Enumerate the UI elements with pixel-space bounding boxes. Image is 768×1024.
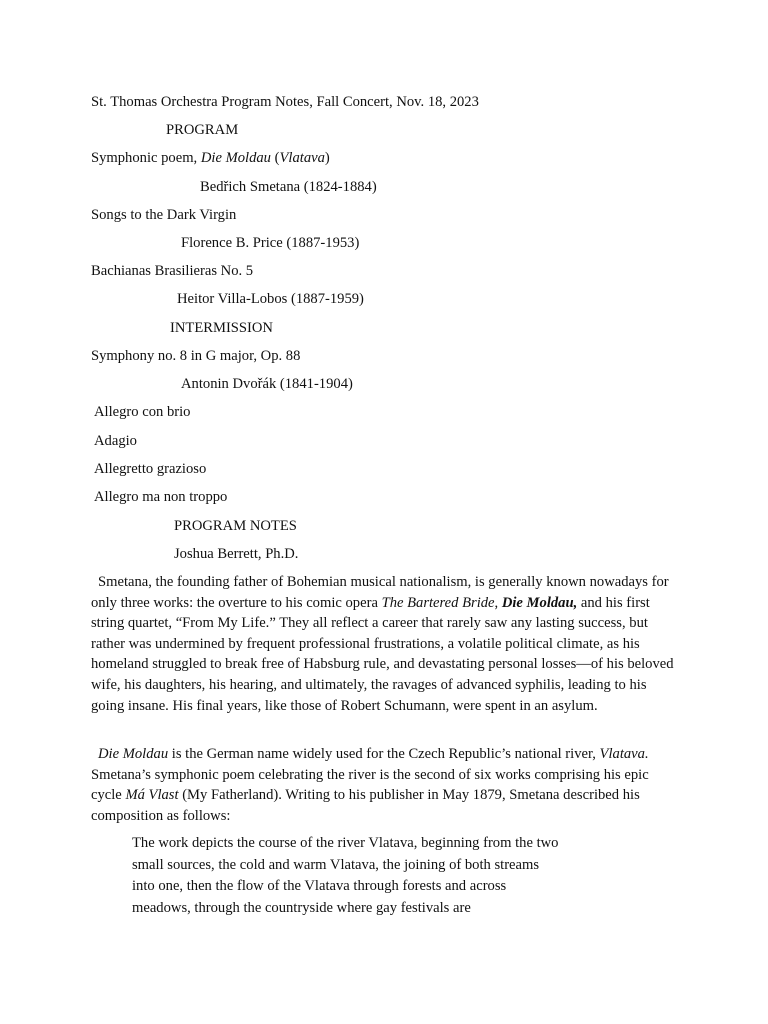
program-composer-3: Heitor Villa-Lobos (1887-1959): [177, 291, 364, 307]
program-work-2: Songs to the Dark Virgin: [91, 207, 237, 223]
program-work-4: Symphony no. 8 in G major, Op. 88: [91, 348, 301, 364]
program-work-3: Bachianas Brasilieras No. 5: [91, 263, 254, 279]
movement-2: Adagio: [94, 433, 137, 449]
program-composer-4: Antonin Dvořák (1841-1904): [181, 376, 353, 392]
notes-paragraph-2: Die Moldau is the German name widely used for the Czech Republic’s national river, Vlatava. Smetana’s symphonic poem celebrating the river is the second of six works comprising his epic cycle Má Vlast (My Fatherland). Writing to his publisher in May 1879, Smetana described his composition as follows:: [91, 746, 649, 824]
movement-3: Allegretto grazioso: [94, 461, 207, 477]
movement-1: Allegro con brio: [94, 404, 191, 420]
program-notes-heading: PROGRAM NOTES: [174, 518, 297, 534]
program-work-1: Symphonic poem, Die Moldau (Vlatava): [91, 150, 330, 166]
movement-4: Allegro ma non troppo: [94, 489, 228, 505]
block-quote: The work depicts the course of the river Vlatava, beginning from the two small sources, the cold and warm Vlatava, the joining of both streams into one, then the flow of the Vlatava through forests and across meadows, through the countryside where gay festivals are: [132, 835, 559, 916]
author: Joshua Berrett, Ph.D.: [174, 546, 299, 562]
program-heading: PROGRAM: [166, 122, 239, 138]
notes-paragraph-1: Smetana, the founding father of Bohemian musical nationalism, is generally known nowadays for only three works: the overture to his comic opera The Bartered Bride, Die Moldau, and his first string quartet, “From My Life.” They all reflect a career that rarely saw any lasting success, but rather was undermined by frequent professional frustrations, a volatile political climate, as his homeland struggled to break free of Habsburg rule, and devastating personal losses—of his beloved wife, his daughters, his hearing, and ultimately, the ravages of advanced syphilis, leading to his going insane. His final years, like those of Robert Schumann, were spent in an asylum.: [91, 574, 674, 714]
program-composer-2: Florence B. Price (1887-1953): [181, 235, 360, 251]
page-header: St. Thomas Orchestra Program Notes, Fall Concert, Nov. 18, 2023: [91, 94, 479, 110]
intermission-label: INTERMISSION: [170, 320, 273, 336]
program-composer-1: Bedřich Smetana (1824-1884): [200, 179, 377, 195]
